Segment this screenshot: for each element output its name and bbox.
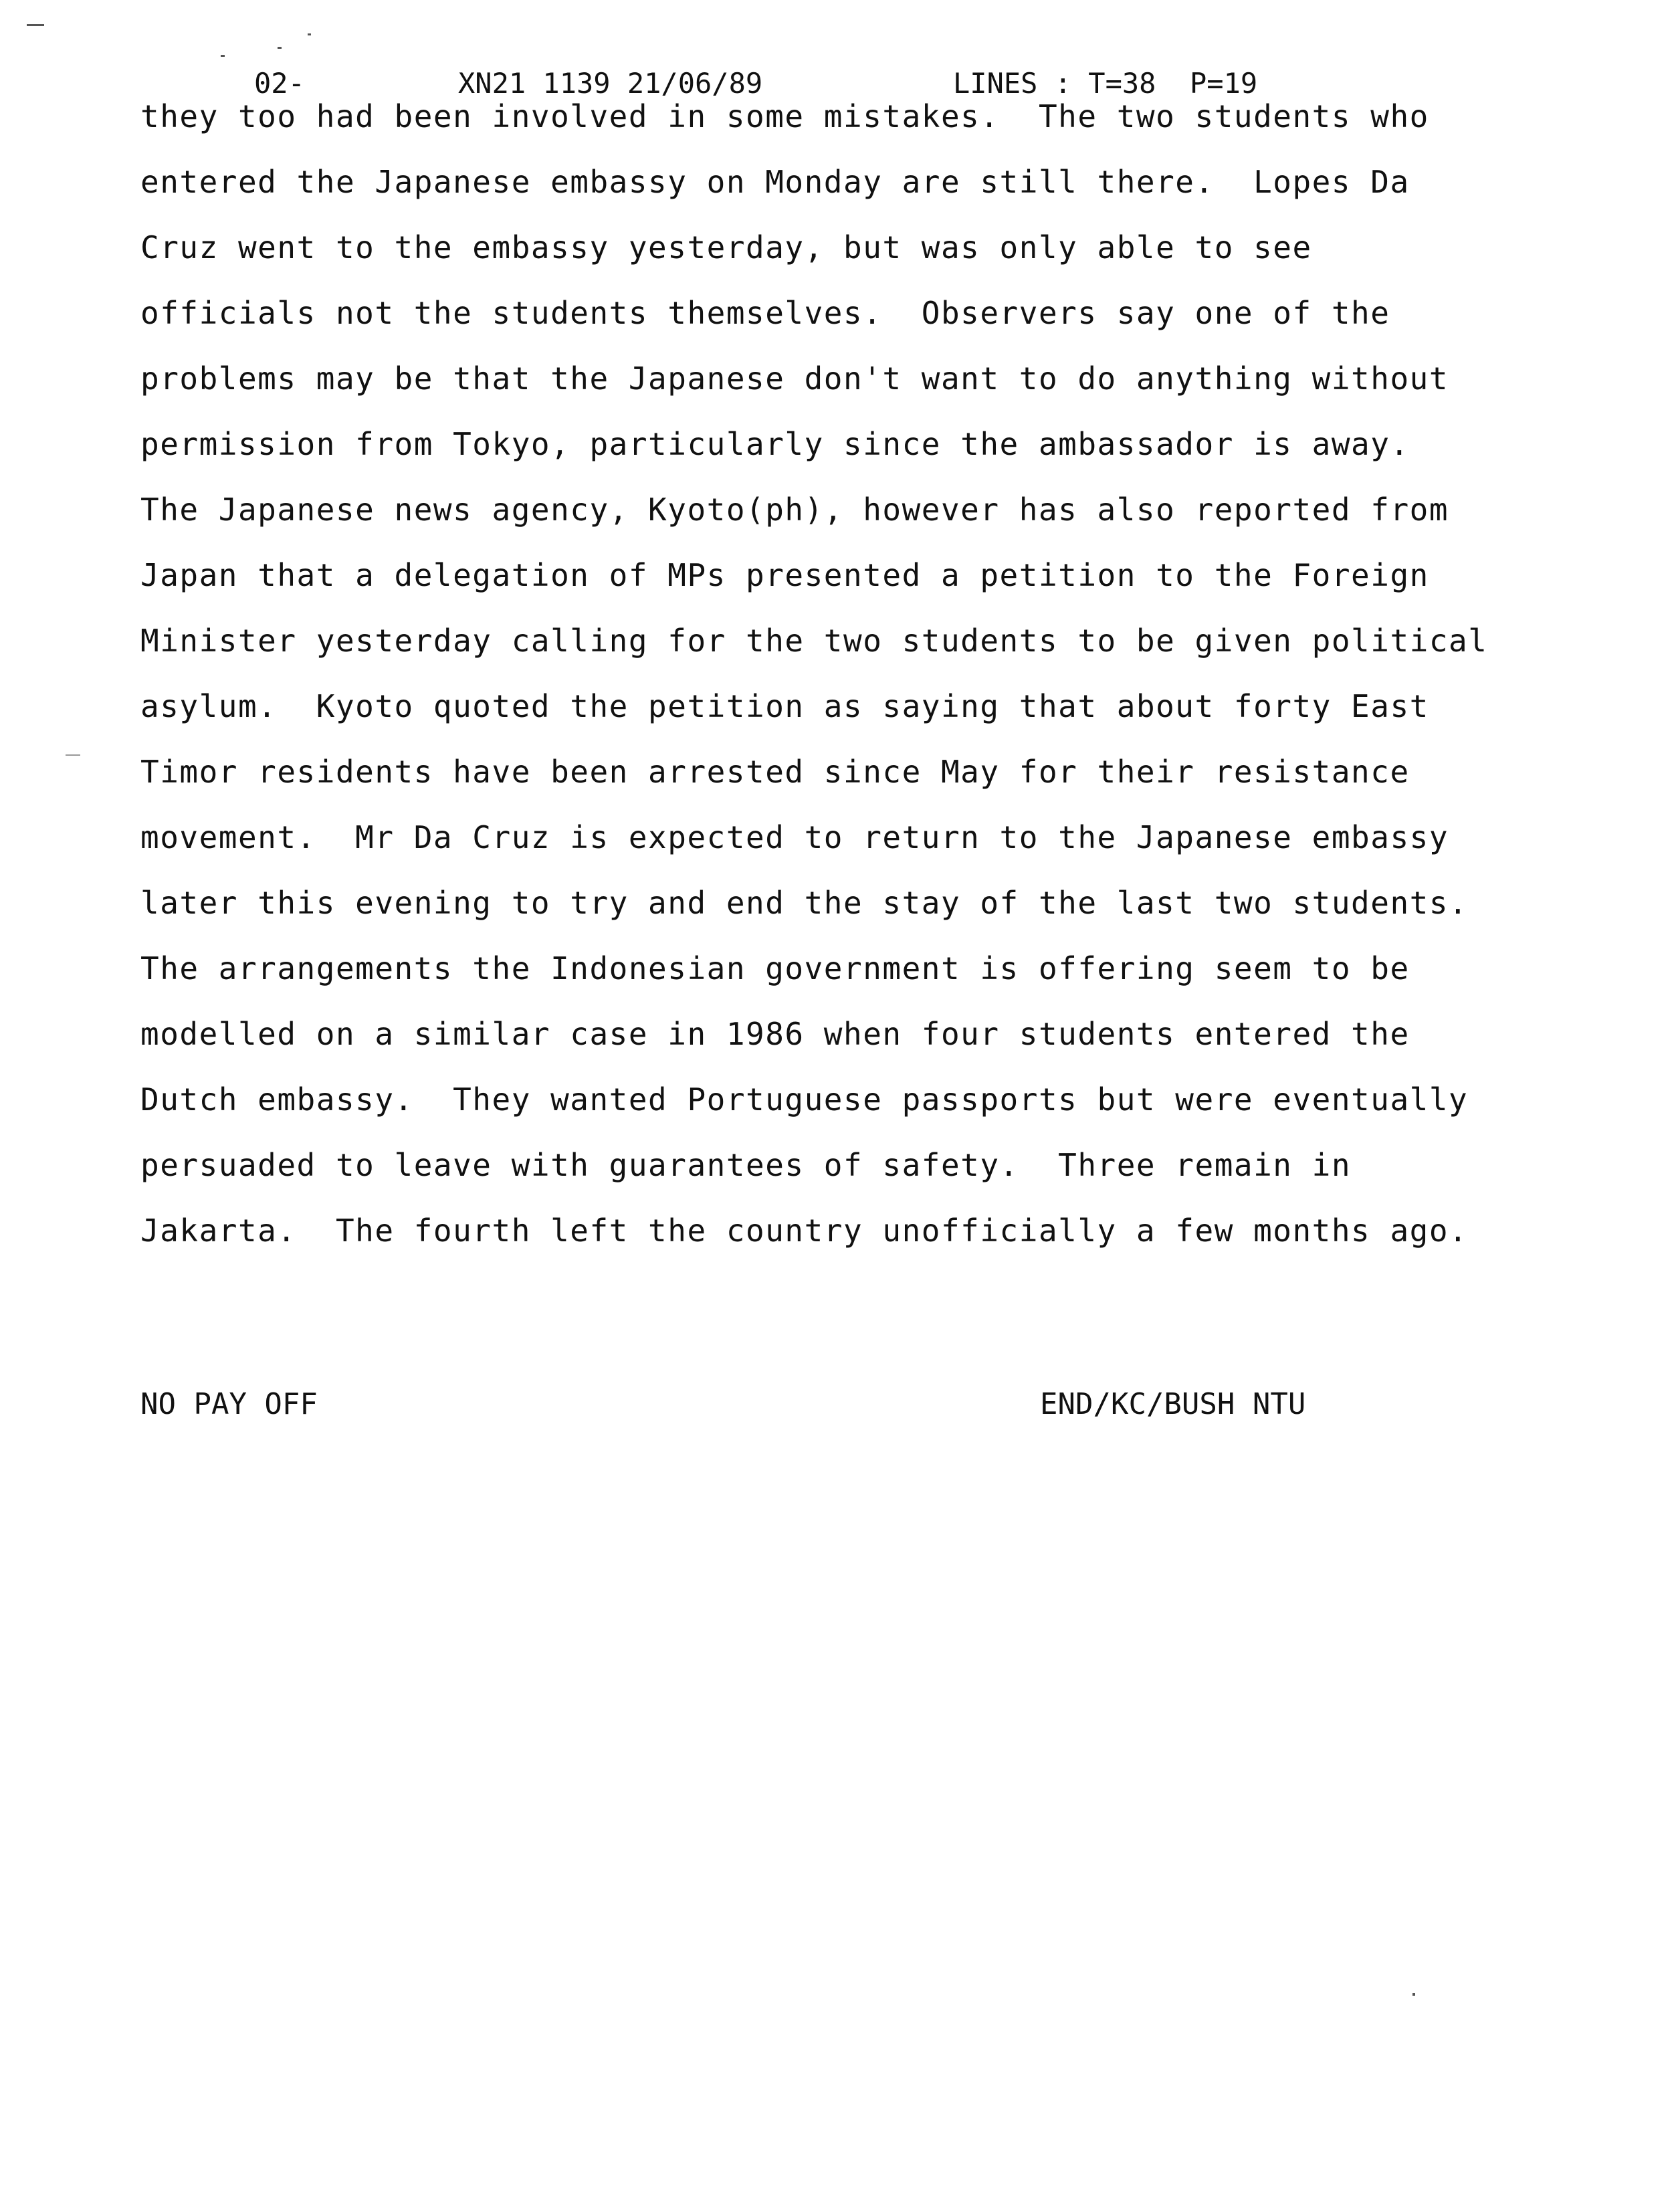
text-line: The arrangements the Indonesian government is offering seem to be [140,950,1410,986]
scan-mark [221,55,225,57]
page-marker: 02- [254,67,305,100]
text-line: Dutch embassy. They wanted Portuguese passports but were eventually [140,1081,1469,1118]
scan-mark [278,47,282,49]
text-line: they too had been involved in some mistakes. The two students who [140,98,1429,134]
scan-mark [308,33,311,35]
end-marker: END/KC/BUSH NTU [1040,1387,1306,1421]
scan-mark [66,754,80,756]
text-line: The Japanese news agency, Kyoto(ph), however has also reported from [140,492,1449,528]
text-line: Cruz went to the embassy yesterday, but was only able to see [140,229,1312,266]
wire-footer [140,1384,1411,1425]
story-body [140,94,1558,1273]
text-line: entered the Japanese embassy on Monday are still there. Lopes Da [140,164,1410,200]
line-count: LINES : T=38 P=19 [953,67,1258,100]
text-line: persuaded to leave with guarantees of safety. Three remain in [140,1147,1352,1183]
text-line: Timor residents have been arrested since May for their resistance [140,754,1410,790]
story-id: XN21 1139 21/06/89 [458,67,763,100]
text-line: later this evening to try and end the stay of the last two students. [140,885,1469,921]
text-line: officials not the students themselves. Observers say one of the [140,295,1390,331]
text-line: modelled on a similar case in 1986 when four students entered the [140,1016,1410,1052]
text-line: movement. Mr Da Cruz is expected to return to the Japanese embassy [140,819,1449,855]
text-line: Jakarta. The fourth left the country unofficially a few months ago. [140,1213,1469,1249]
text-line: problems may be that the Japanese don't want to do anything without [140,360,1449,397]
text-line: asylum. Kyoto quoted the petition as saying that about forty East [140,688,1429,724]
scan-mark [1412,1993,1415,1996]
text-line: Japan that a delegation of MPs presented a petition to the Foreign [140,557,1429,593]
scan-mark [27,24,44,26]
payoff-note: NO PAY OFF [140,1387,318,1421]
text-line: permission from Tokyo, particularly since the ambassador is away. [140,426,1410,462]
text-line: Minister yesterday calling for the two students to be given political [140,623,1488,659]
